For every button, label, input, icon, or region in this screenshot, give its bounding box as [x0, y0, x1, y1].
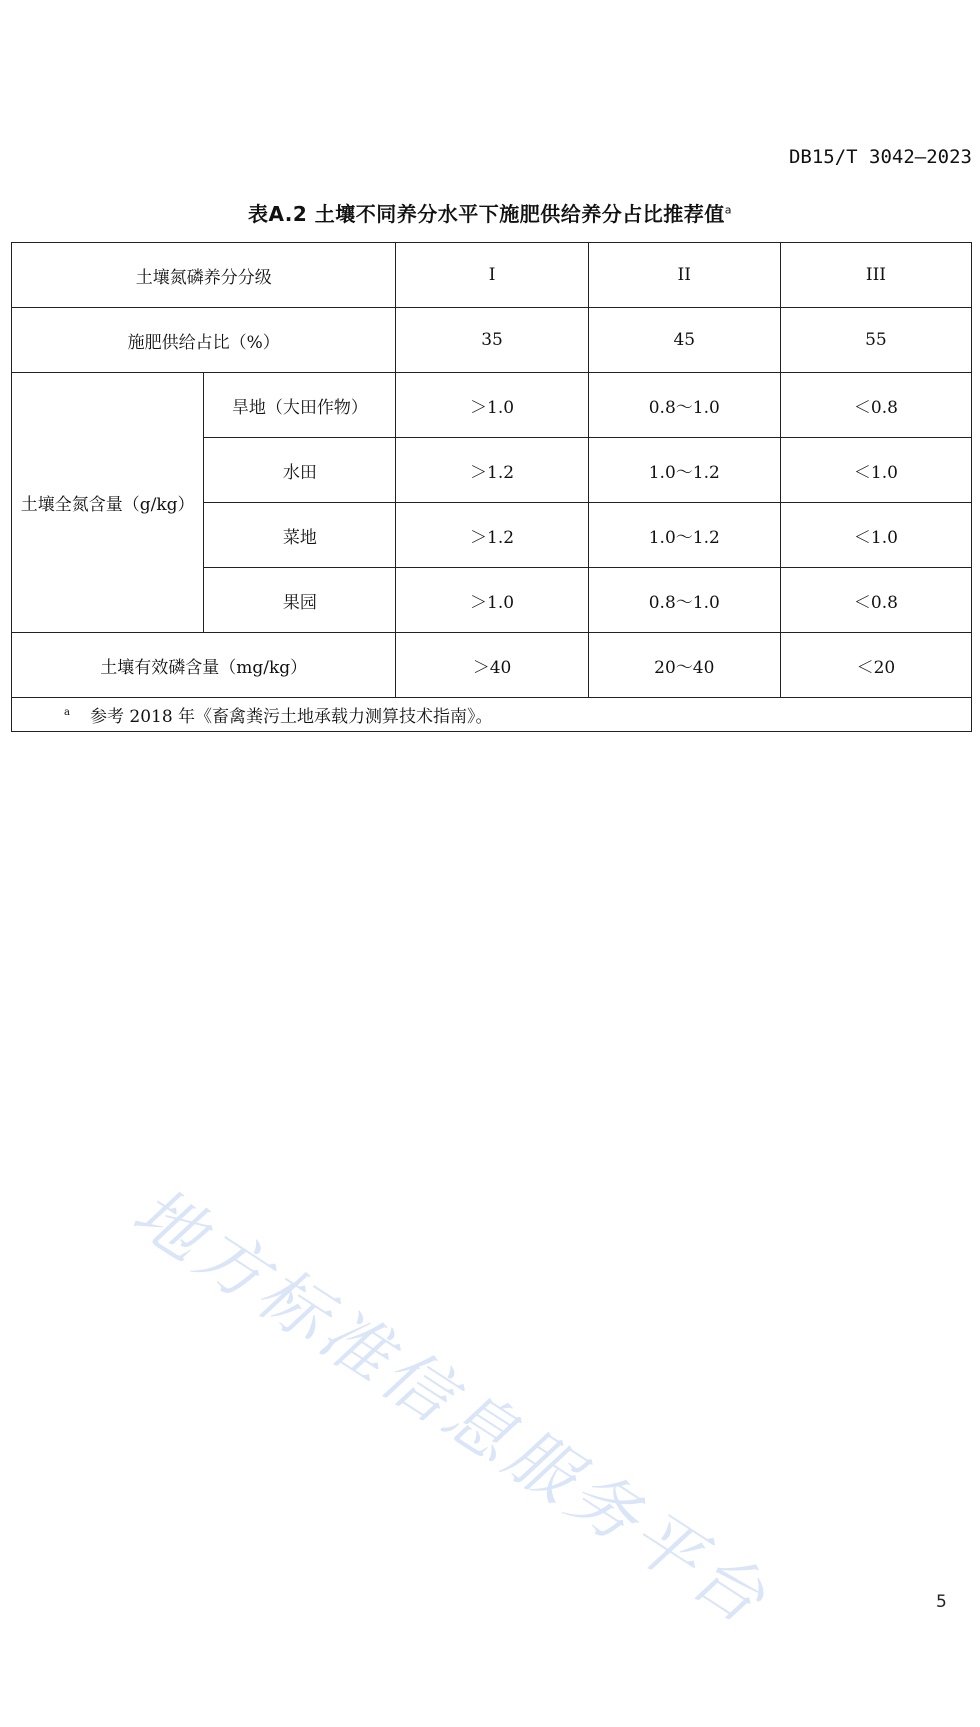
- value-cell: ＞1.0: [396, 568, 588, 633]
- footnote-mark: a: [64, 707, 70, 719]
- grade-label-cell: 土壤氮磷养分分级: [12, 243, 396, 308]
- value-cell: ＜20: [780, 633, 971, 698]
- land-type-cell: 水田: [204, 438, 396, 503]
- page-number: 5: [936, 1592, 947, 1612]
- supply-ratio-row: [12, 308, 972, 373]
- standard-code: DB15/T 3042—2023: [788, 146, 972, 168]
- value-cell: ＜1.0: [780, 503, 971, 568]
- value-cell: ＞1.2: [396, 438, 588, 503]
- value-cell: ＜1.0: [780, 438, 971, 503]
- caption-note-mark: a: [724, 203, 733, 217]
- value-cell: 0.8～1.0: [588, 568, 780, 633]
- level-header-cell: II: [588, 243, 780, 308]
- fertilizer-ratio-table: [11, 242, 972, 732]
- nitrogen-group-label-cell: 土壤全氮含量（g/kg）: [12, 373, 204, 633]
- nitrogen-row: [12, 373, 972, 438]
- row-label-cell: 土壤有效磷含量（mg/kg）: [12, 633, 396, 698]
- caption-text: 表A.2 土壤不同养分水平下施肥供给养分占比推荐值: [247, 202, 725, 226]
- footnote-row: [12, 698, 972, 732]
- value-cell: 1.0～1.2: [588, 438, 780, 503]
- phosphorus-row: [12, 633, 972, 698]
- value-cell: 1.0～1.2: [588, 503, 780, 568]
- value-cell: 45: [588, 308, 780, 373]
- row-label-cell: 施肥供给占比（%）: [12, 308, 396, 373]
- land-type-cell: 果园: [204, 568, 396, 633]
- value-cell: ＞1.2: [396, 503, 588, 568]
- footnote-cell: [12, 698, 972, 732]
- value-cell: ＜0.8: [780, 373, 971, 438]
- level-header-cell: III: [780, 243, 971, 308]
- header-row: [12, 243, 972, 308]
- table-caption: [0, 198, 980, 227]
- footnote-text: 参考 2018 年《畜禽粪污土地承载力测算技术指南》。: [89, 707, 493, 727]
- value-cell: 20～40: [588, 633, 780, 698]
- land-type-cell: 旱地（大田作物）: [204, 373, 396, 438]
- value-cell: ＞1.0: [396, 373, 588, 438]
- level-header-cell: I: [396, 243, 588, 308]
- value-cell: 55: [780, 308, 971, 373]
- value-cell: 35: [396, 308, 588, 373]
- value-cell: 0.8～1.0: [588, 373, 780, 438]
- watermark-text: 地方标准信息服务平台: [118, 1172, 783, 1642]
- value-cell: ＜0.8: [780, 568, 971, 633]
- land-type-cell: 菜地: [204, 503, 396, 568]
- value-cell: ＞40: [396, 633, 588, 698]
